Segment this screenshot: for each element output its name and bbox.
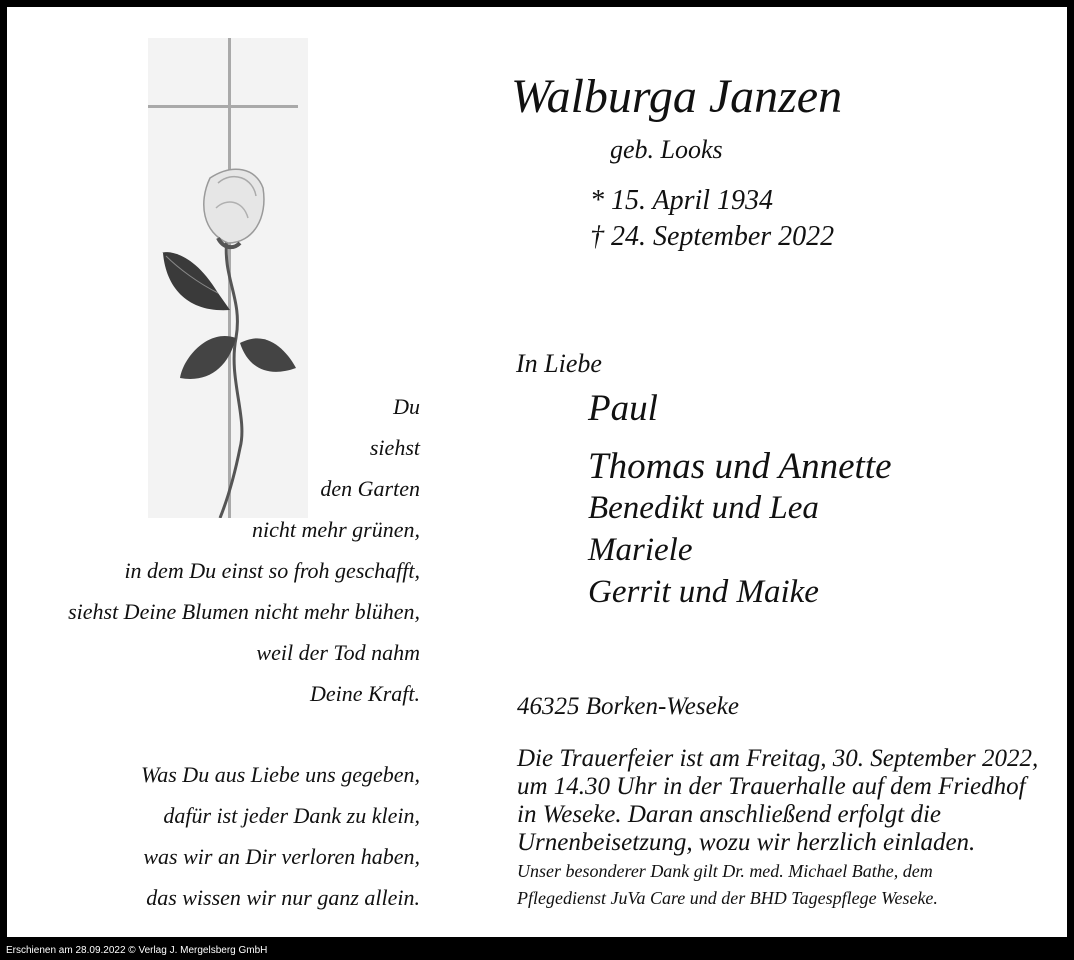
- poem-line: Du: [393, 394, 420, 419]
- poem-line: siehst Deine Blumen nicht mehr blühen,: [68, 599, 420, 624]
- mourner-name: Paul: [588, 388, 658, 429]
- in-love-label: In Liebe: [516, 349, 602, 378]
- thanks-line: Unser besonderer Dank gilt Dr. med. Michael Bathe, dem: [517, 861, 933, 881]
- poem-line: den Garten: [320, 476, 420, 501]
- birth-name: geb. Looks: [610, 135, 723, 164]
- birth-date: * 15. April 1934: [590, 185, 774, 216]
- cross-with-rose-icon: [148, 38, 308, 518]
- mourner-name: Mariele: [588, 532, 693, 568]
- poem-line: in dem Du einst so froh geschafft,: [124, 558, 420, 583]
- ceremony-line: um 14.30 Uhr in der Trauerhalle auf dem Friedhof: [517, 773, 1026, 800]
- thanks-line: Pflegedienst JuVa Care und der BHD Tagespflege Weseke.: [517, 888, 938, 908]
- death-date: † 24. September 2022: [590, 221, 835, 252]
- mourner-name: Thomas und Annette: [588, 446, 892, 487]
- poem-line: was wir an Dir verloren haben,: [143, 844, 420, 869]
- poem-line: das wissen wir nur ganz allein.: [146, 885, 420, 910]
- ceremony-line: in Weseke. Daran anschließend erfolgt die: [517, 801, 941, 828]
- location: 46325 Borken-Weseke: [517, 693, 739, 720]
- obituary-card: [7, 7, 1067, 937]
- poem-line: nicht mehr grünen,: [251, 517, 420, 542]
- ceremony-line: Urnenbeisetzung, wozu wir herzlich einladen.: [517, 829, 976, 856]
- mourner-name: Gerrit und Maike: [588, 574, 819, 610]
- deceased-name: Walburga Janzen: [511, 70, 843, 123]
- poem-line: Was Du aus Liebe uns gegeben,: [140, 762, 420, 787]
- publication-footer: Erschienen am 28.09.2022 © Verlag J. Mergelsberg GmbH: [6, 945, 268, 956]
- mourner-name: Benedikt und Lea: [588, 490, 819, 526]
- poem-line: weil der Tod nahm: [256, 640, 420, 665]
- poem-line: dafür ist jeder Dank zu klein,: [163, 803, 420, 828]
- poem-line: siehst: [369, 435, 420, 460]
- ceremony-line: Die Trauerfeier ist am Freitag, 30. September 2022,: [517, 745, 1039, 772]
- poem-line: Deine Kraft.: [310, 681, 420, 706]
